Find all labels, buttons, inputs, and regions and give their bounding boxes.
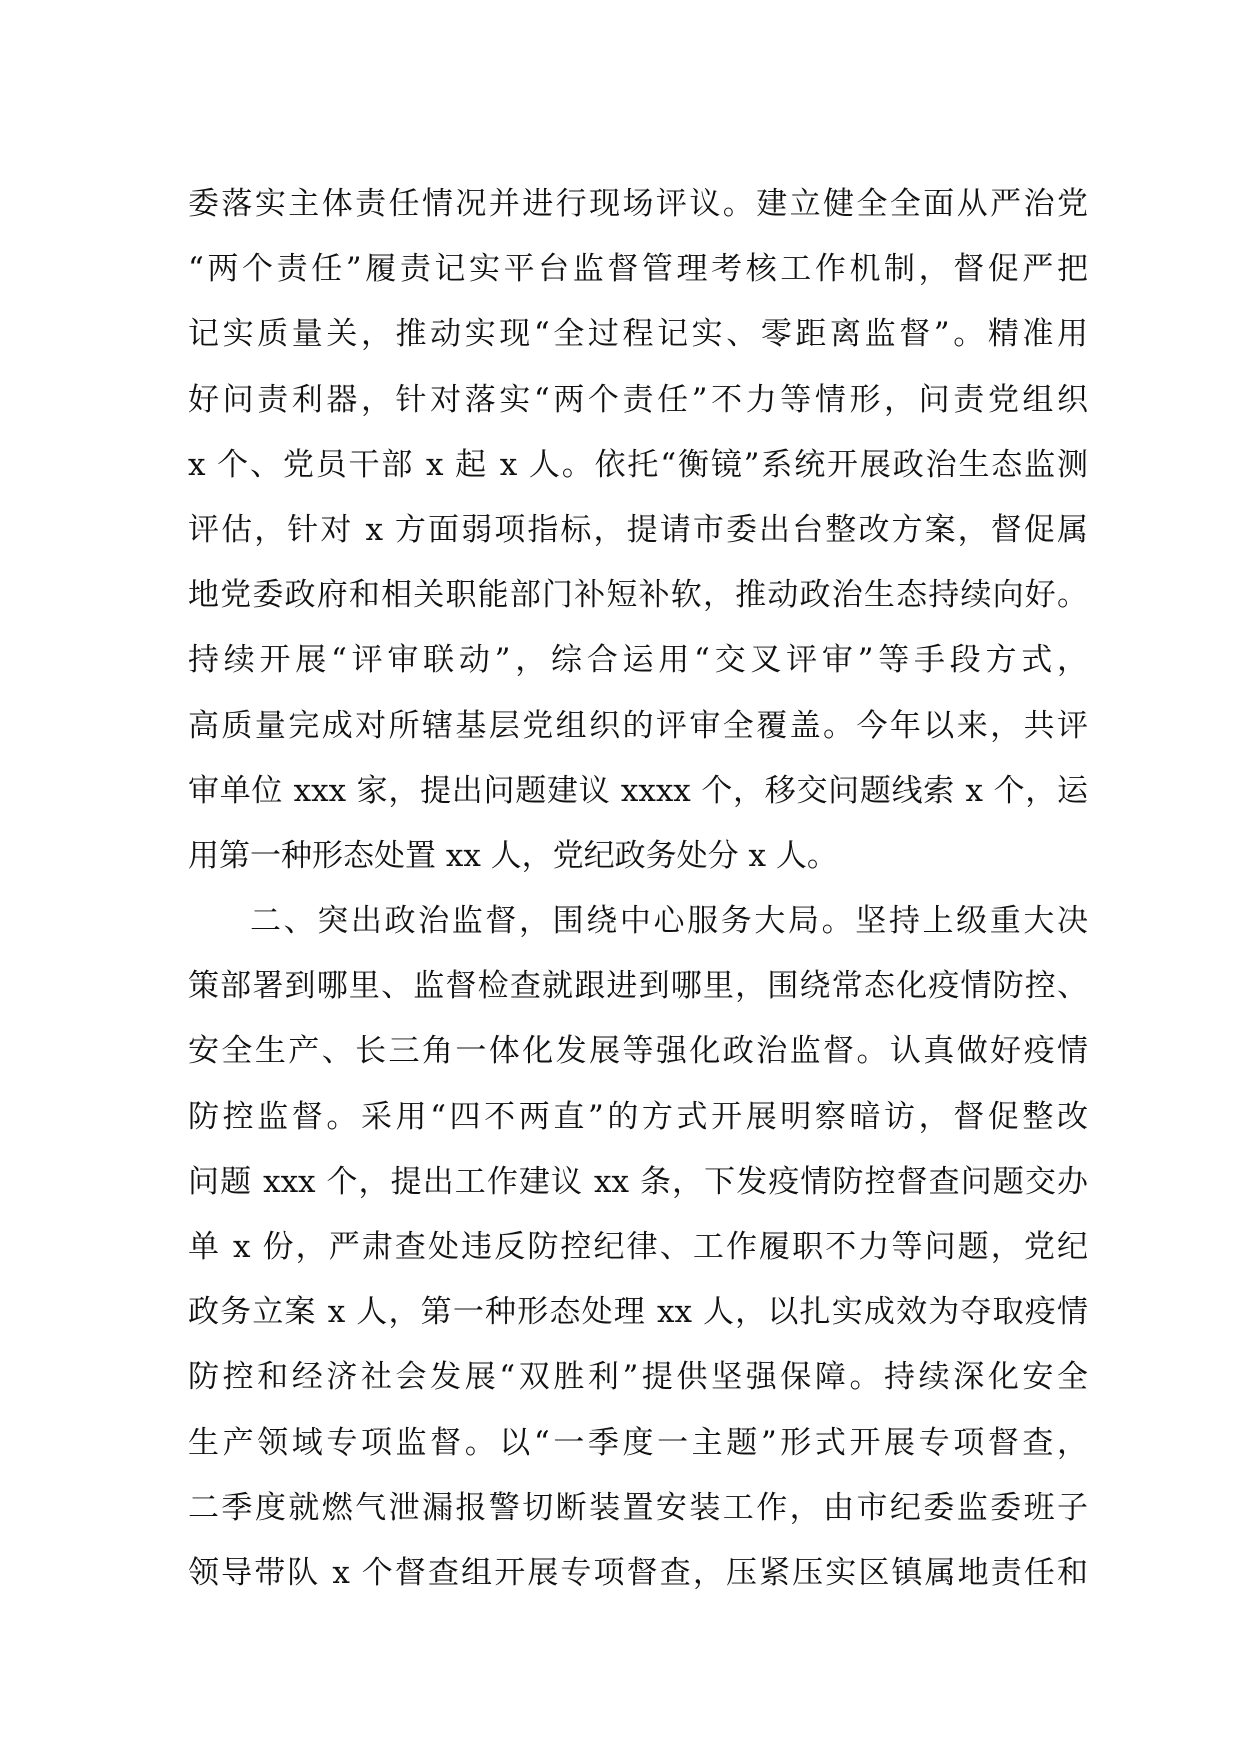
text-line: 政务立案 x 人，第一种形态处理 xx 人，以扎实成效为夺取疫情 bbox=[188, 1294, 1088, 1331]
text-line: 审单位 xxx 家，提出问题建议 xxxx 个，移交问题线索 x 个，运 bbox=[188, 772, 1088, 809]
document-body bbox=[188, 172, 1088, 1606]
paragraph-end-line: 用第一种形态处置 xx 人，党纪政务处分 x 人。 bbox=[188, 837, 838, 874]
text-line: 二季度就燃气泄漏报警切断装置安装工作，由市纪委监委班子 bbox=[188, 1489, 1088, 1526]
text-line: 领导带队 x 个督查组开展专项督查，压紧压实区镇属地责任和 bbox=[188, 1554, 1088, 1591]
text-line: 记实质量关，推动实现“全过程记实、零距离监督”。精准用 bbox=[188, 316, 1088, 353]
text-line: 防控监督。采用“四不两直”的方式开展明察暗访，督促整改 bbox=[188, 1098, 1088, 1135]
text-line: 好问责利器，针对落实“两个责任”不力等情形，问责党组织 bbox=[188, 381, 1088, 418]
text-line: 地党委政府和相关职能部门补短补软，推动政治生态持续向好。 bbox=[188, 577, 1088, 614]
text-line: 评估，针对 x 方面弱项指标，提请市委出台整改方案，督促属 bbox=[188, 511, 1088, 548]
section-heading-line: 二、突出政治监督，围绕中心服务大局。坚持上级重大决 bbox=[250, 903, 1088, 940]
text-line: 安全生产、长三角一体化发展等强化政治监督。认真做好疫情 bbox=[188, 1033, 1088, 1070]
text-line: x 个、党员干部 x 起 x 人。依托“衡镜”系统开展政治生态监测 bbox=[188, 446, 1088, 483]
text-line: 生产领域专项监督。以“一季度一主题”形式开展专项督查， bbox=[188, 1424, 1088, 1461]
text-line: 高质量完成对所辖基层党组织的评审全覆盖。今年以来，共评 bbox=[188, 707, 1088, 744]
text-line: 单 x 份，严肃查处违反防控纪律、工作履职不力等问题，党纪 bbox=[188, 1229, 1088, 1265]
text-line: “两个责任”履责记实平台监督管理考核工作机制，督促严把 bbox=[188, 251, 1088, 288]
text-line: 策部署到哪里、监督检查就跟进到哪里，围绕常态化疫情防控、 bbox=[188, 968, 1088, 1005]
text-line: 问题 xxx 个，提出工作建议 xx 条，下发疫情防控督查问题交办 bbox=[188, 1163, 1088, 1200]
text-line: 委落实主体责任情况并进行现场评议。建立健全全面从严治党 bbox=[188, 186, 1088, 222]
text-line: 防控和经济社会发展“双胜利”提供坚强保障。持续深化安全 bbox=[188, 1359, 1088, 1396]
text-line: 持续开展“评审联动”，综合运用“交叉评审”等手段方式， bbox=[188, 642, 1088, 679]
